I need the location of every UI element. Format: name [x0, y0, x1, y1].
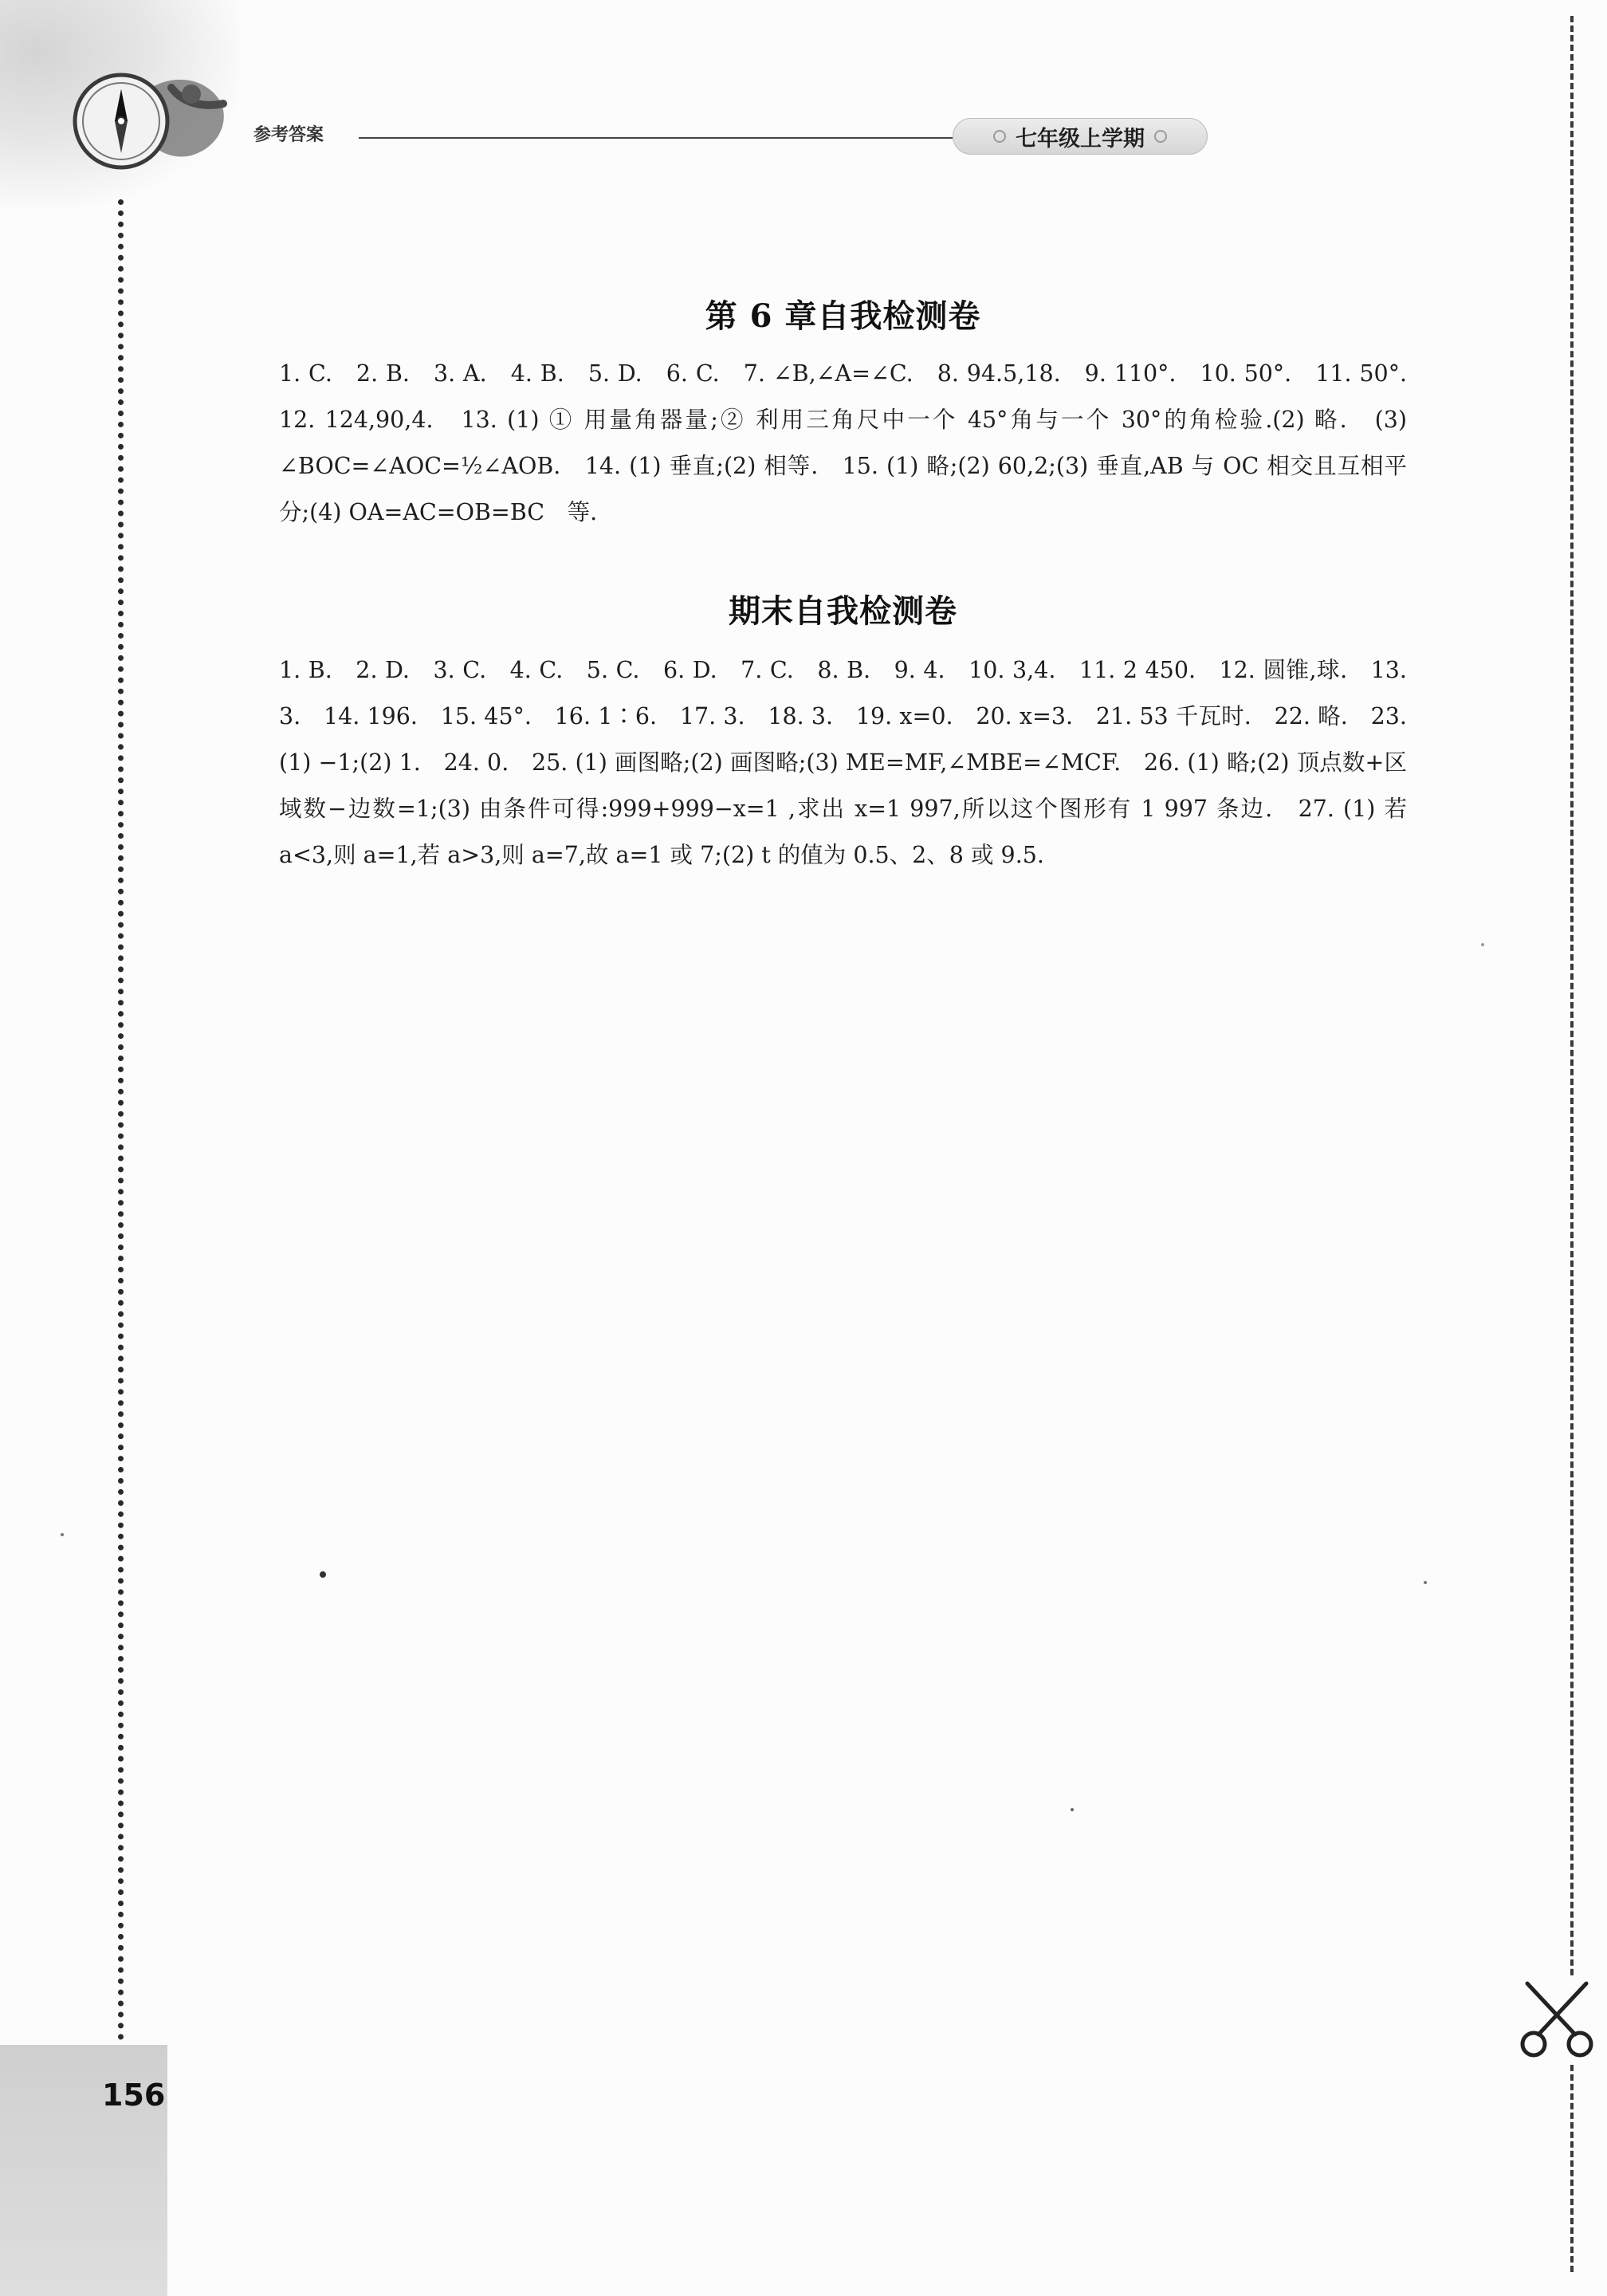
- section-title: 期末自我检测卷: [729, 592, 957, 630]
- final-test-section: [279, 586, 1407, 879]
- badge-ring-right-icon: [1154, 130, 1167, 143]
- header-grade-badge: [953, 118, 1208, 155]
- header-rule: [359, 137, 953, 139]
- section-answers: 1. C. 2. B. 3. A. 4. B. 5. D. 6. C. 7. ∠B,∠A=∠C. 8. 94.5,18. 9. 110°. 10. 50°. 11. 50°. 12. 124,90,4. 13. (1) ① 用量角器量;② 利用三角尺中一个 45°角与一个 30°的角检验.(2) 略. (3) ∠BOC=∠AOC=½∠AOB. 14. (1) 垂直;(2) 相等. 15. (1) 略;(2) 60,2;(3) 垂直,AB 与 OC 相交且互相平分;(4) OA=AC=OB=BC 等.: [279, 360, 1430, 525]
- section-title: 第 6 章自我检测卷: [705, 297, 981, 335]
- scissors-icon: [1513, 1977, 1601, 2065]
- header-grade-label: 七年级上学期: [1016, 126, 1145, 151]
- header-section-label: 参考答案: [253, 125, 324, 145]
- compass-logo-icon: [64, 64, 239, 175]
- badge-ring-left-icon: [993, 130, 1006, 143]
- cut-dashed-line: [1570, 16, 1574, 2272]
- section-answers: 1. B. 2. D. 3. C. 4. C. 5. C. 6. D. 7. C. 8. B. 9. 4. 10. 3,4. 11. 2 450. 12. 圆锥,球. 13. 3. 14. 196. 15. 45°. 16. 1∶6. 17. 3. 18. 3. 19. x=0. 20. x=3. 21. 53 千瓦时. 22. 略. 23. (1) −1;(2) 1. 24. 0. 25. (1) 画图略;(2) 画图略;(3) ME=MF,∠MBE=∠MCF. 26. (1) 略;(2) 顶点数+区域数−边数=1;(3) 由条件可得:999+999−x=1 ,求出 x=1 997,所以这个图形有 1 997 条边. 27. (1) 若 a<3,则 a=1,若 a>3,则 a=7,故 a=1 或 7;(2) t 的值为 0.5、2、8 或 9.5.: [279, 657, 1407, 868]
- binding-dotted-line: [118, 199, 124, 2041]
- chapter6-test-section: [279, 291, 1430, 536]
- page-number: 156: [102, 2078, 166, 2113]
